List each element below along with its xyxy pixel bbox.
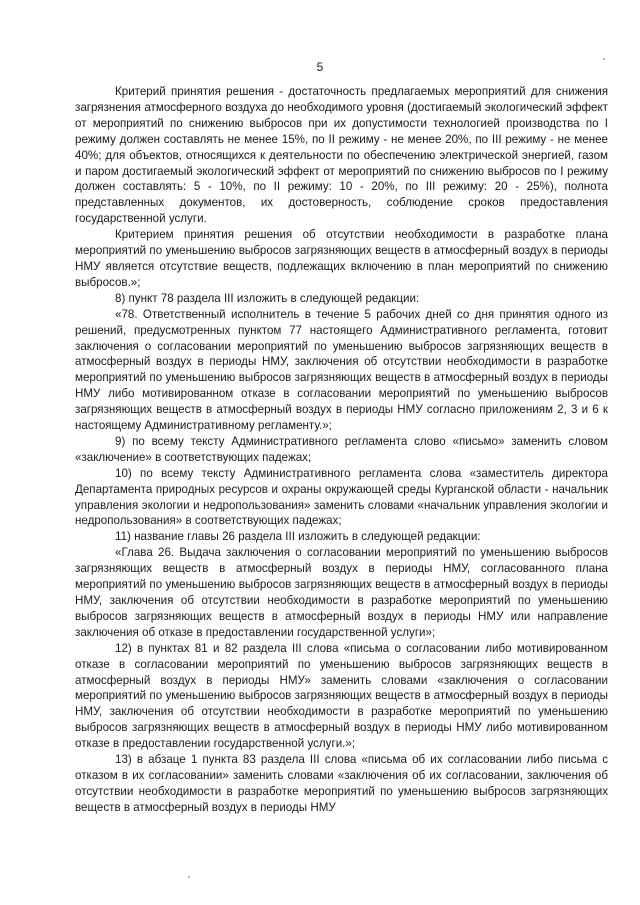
scan-speck <box>603 58 605 60</box>
paragraph-criterion-no-plan: Критерием принятия решения об отсутствии необходимости в разработке плана мероприятий по уменьшению выбросов загрязняющих веществ в атмосферный воздух в периоды НМУ является отсутствие веществ, подлежащих включению в план мероприятий по снижению выбросов.»; <box>75 228 608 289</box>
paragraph-chapter-26: «Глава 26. Выдача заключения о согласовании мероприятий по уменьшению выбросов загрязняющих веществ в атмосферный воздух в периоды НМУ, согласованного плана мероприятий по уменьшению выбросов загрязняющих веществ в атмосферный воздух в периоды НМУ, заключения об отсутствии необходимости в разработке мероприятий по уменьшению выбросов загрязняющих веществ в атмосферный воздух в периоды НМУ или направление заключения об отказе в предоставлении государственной услуги»; <box>75 546 608 639</box>
paragraph-item-13: 13) в абзаце 1 пункта 83 раздела III слова «письма об их согласовании либо письма с отказом в их согласовании» заменить словами «заключения об их согласовании, заключения об отсутствии необходимости в разработке мероприятий по уменьшению выбросов загрязняющих веществ в атмосферный воздух в периоды НМУ <box>75 753 608 814</box>
paragraph-item-12: 12) в пунктах 81 и 82 раздела III слова «письма о согласовании либо мотивированном отказе в согласовании мероприятий по уменьшению выбросов загрязняющих веществ в атмосферный воздух в периоды НМУ» заменить словами «заключения о согласовании мероприятий по уменьшению выбросов загрязняющих веществ в атмосферный воздух в периоды НМУ, заключения об отсутствии необходимости в разработке мероприятий по уменьшению выбросов загрязняющих веществ в атмосферный воздух в периоды НМУ либо мотивированном отказе в предоставлении государственной услуги.»; <box>75 641 608 751</box>
paragraph-item-9: 9) по всему тексту Административного регламента слово «письмо» заменить словом «заключение» в соответствующих падежах; <box>75 434 608 464</box>
paragraph-point-78: «78. Ответственный исполнитель в течение 5 рабочих дней со дня принятия одного из решений, предусмотренных пунктом 77 настоящего Административного регламента, готовит заключения о согласовании мероприятий по уменьшению выбросов загрязняющих веществ в атмосферный воздух в периоды НМУ, заключения об отсутствии необходимости в разработке мероприятий по уменьшению выбросов загрязняющих веществ в атмосферный воздух в периоды НМУ либо мотивированном отказе в согласовании мероприятий по уменьшению выбросов загрязняющих веществ в атмосферный воздух в периоды НМУ согласно приложениям 2, 3 и 6 к настоящему Административному регламенту.»; <box>75 307 608 433</box>
paragraph-item-11: 11) название главы 26 раздела III изложить в следующей редакции: <box>115 530 481 544</box>
scan-speck <box>188 876 190 878</box>
paragraph-item-8: 8) пункт 78 раздела III изложить в следующей редакции: <box>115 291 420 305</box>
paragraph-item-10: 10) по всему тексту Административного регламента слова «заместитель директора Департамента природных ресурсов и охраны окружающей среды Курганской области - начальник управления экологии и недропользования» заменить словами «начальник управления экологии и недропользования» в соответствующих падежах; <box>75 466 608 528</box>
paragraph-criterion: Критерий принятия решения - достаточность предлагаемых мероприятий для снижения загрязнения атмосферного воздуха до необходимого уровня (достигаемый экологический эффект от мероприятий по снижению выбросов при их допустимости технологией производства по I режиму должен составлять не менее 15%, по II режиму - не менее 20%, по III режиму - не менее 40%; для объектов, относящихся к деятельности по обеспечению электрической энергией, газом и паром достигаемый экологический эффект от мероприятий по снижению выбросов по I режиму должен составлять: 5 - 10%, по II режиму: 10 - 20%, по III режиму: 20 - 25%), полнота представленных документов, их достоверность, соблюдение сроков предоставления государственной услуги. <box>75 85 608 226</box>
document-body <box>75 84 608 816</box>
page-number: 5 <box>316 60 324 74</box>
